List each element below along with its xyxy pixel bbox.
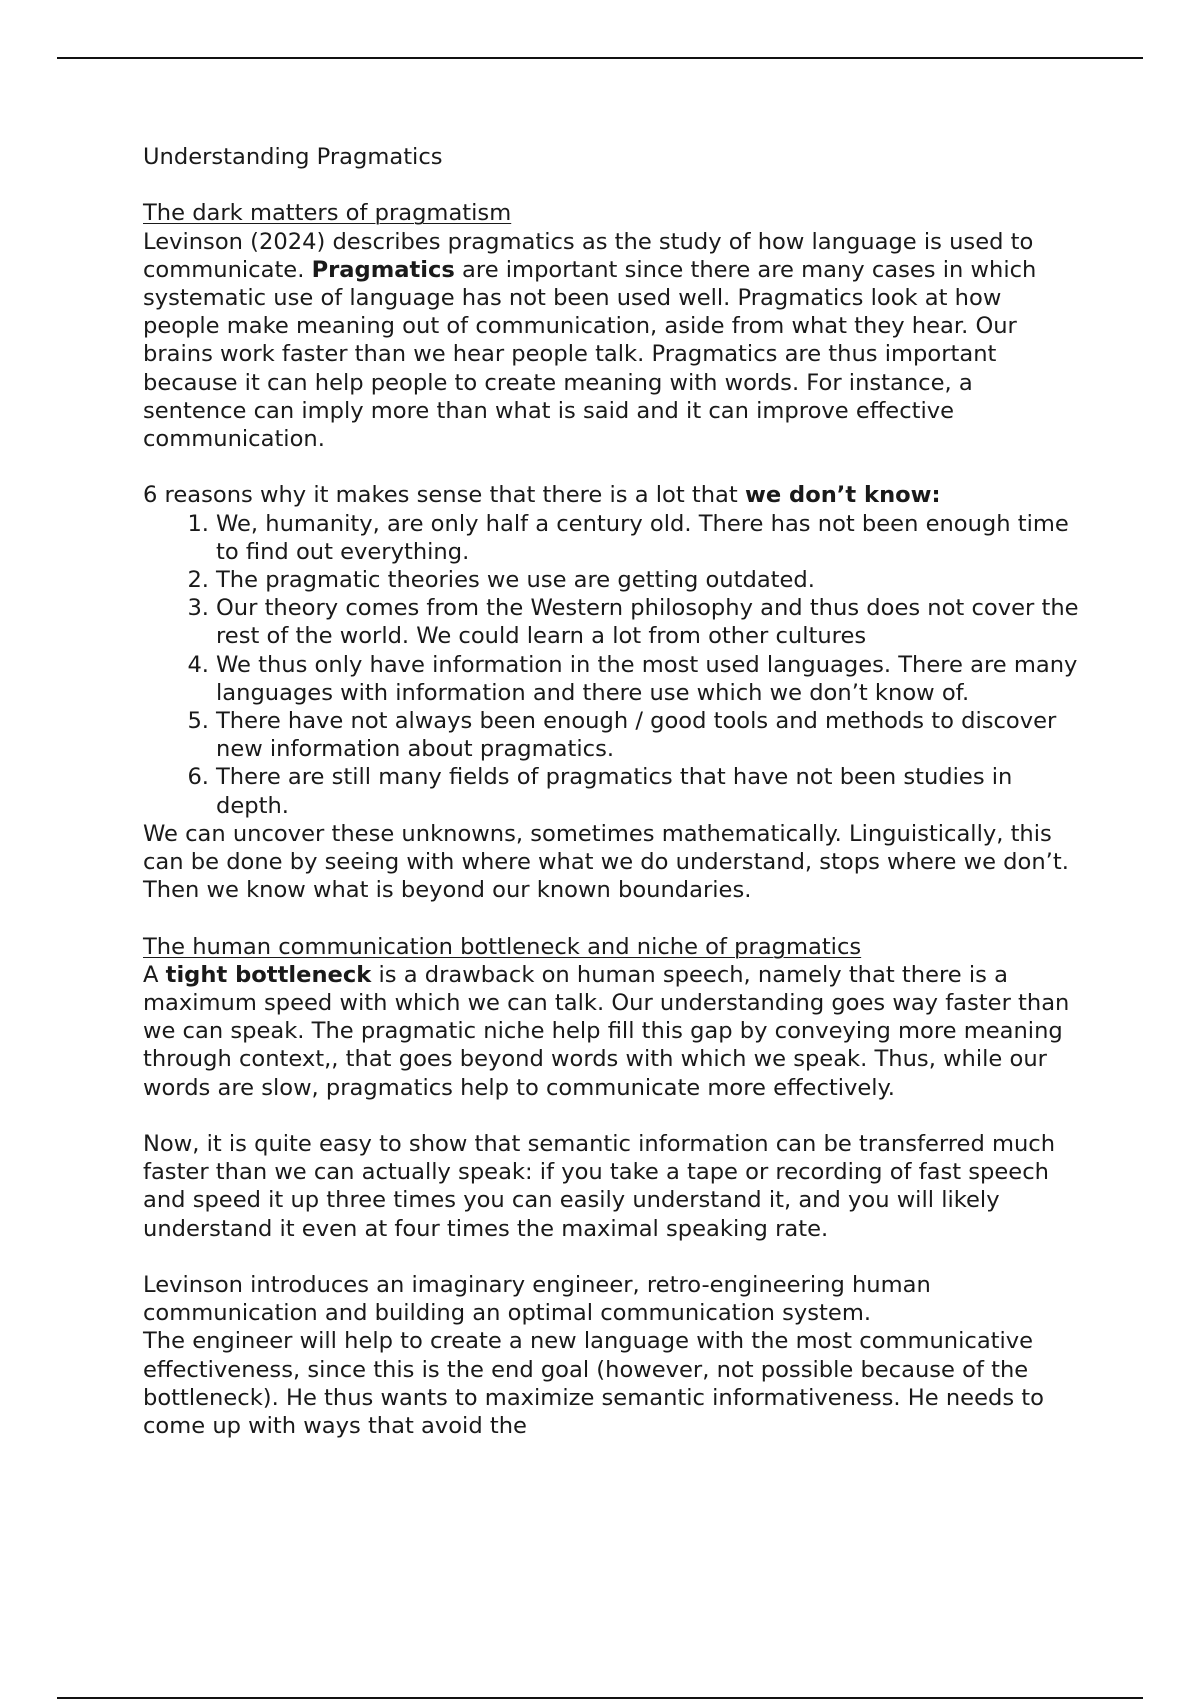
list-item-text: There are still many fields of pragmatics that have not been studies in depth.	[216, 764, 1013, 819]
list-item-text: We, humanity, are only half a century old. There has not been enough time to find out everything.	[216, 510, 1069, 565]
text-run: are important since there are many cases in which systematic use of language has not been used well. Pragmatics look at how people make meaning out of communication, aside from what they hear. Our brains work faster than we hear people talk. Pragmatics are thus important because it can help people to create meaning with words. For instance, a sentence can imply more than what is said and it can improve effective communication.	[143, 256, 1037, 453]
section-heading-text: The human communication bottleneck and niche of pragmatics	[143, 933, 862, 960]
list-item	[187, 594, 1083, 650]
list-item	[187, 763, 1083, 819]
paragraph-uncover-unknowns: We can uncover these unknowns, sometimes mathematically. Linguistically, this can be done by seeing with where what we do understand, stops where we don’t. Then we know what is beyond our known boundaries.	[143, 820, 1069, 904]
section-heading-bottleneck	[143, 933, 1083, 961]
list-item	[187, 510, 1083, 566]
text-run: 6 reasons why it makes sense that there is a lot that	[143, 482, 745, 509]
list-item-text: We thus only have information in the most used languages. There are many languages with information and there use which we don’t know of.	[216, 651, 1078, 706]
paragraph-semantic-speed: Now, it is quite easy to show that semantic information can be transferred much faster than we can actually speak: if you take a tape or recording of fast speech and speed it up three times you can easily understand it, and you will likely understand it even at four times the maximal speaking rate.	[143, 1131, 1056, 1242]
spacer	[143, 171, 1083, 199]
list-item	[187, 707, 1083, 763]
paragraph-engineer-language: The engineer will help to create a new language with the most communicative effectiveness, since this is the end goal (however, not possible because of the bottleneck). He thus wants to maximize semantic informativeness. He needs to come up with ways that avoid the	[143, 1328, 1044, 1440]
list-item-number: 5.	[187, 708, 209, 735]
list-item-number: 4.	[187, 651, 209, 678]
list-item	[187, 651, 1083, 707]
text-run: is a drawback on human speech, namely that there is a maximum speed with which we can talk. Our understanding goes way faster than we can speak. The pragmatic niche help fill this gap by conveying more meaning through context,, that goes beyond words with which we speak. Thus, while our words are slow, pragmatics help to communicate more effectively.	[143, 961, 1070, 1101]
reasons-list	[143, 510, 1083, 820]
list-item-text: Our theory comes from the Western philosophy and thus does not cover the rest of the world. We could learn a lot from other cultures	[216, 595, 1079, 650]
paragraph-tight-bottleneck	[143, 961, 1083, 1102]
paragraph-imaginary-engineer: Levinson introduces an imaginary engineer, retro-engineering human communication and building an optimal communication system.	[143, 1272, 931, 1327]
spacer	[143, 1102, 1083, 1130]
document-body	[143, 143, 1083, 1440]
spacer	[143, 904, 1083, 932]
list-item-number: 1.	[187, 510, 209, 537]
list-item	[187, 566, 1083, 594]
list-item-number: 6.	[187, 764, 209, 791]
bold-term-pragmatics: Pragmatics	[311, 256, 455, 283]
spacer	[143, 453, 1083, 481]
text-run: Levinson (2024) describes pragmatics as the study of how language is used to communicate.	[143, 228, 1034, 283]
list-item-number: 2.	[187, 567, 209, 594]
section-heading-dark-matters	[143, 199, 1083, 227]
section-heading-text: The dark matters of pragmatism	[143, 200, 512, 227]
text-run: A	[143, 961, 166, 988]
bold-term-tight-bottleneck: tight bottleneck	[165, 961, 372, 988]
list-item-text: There have not always been enough / good tools and methods to discover new information about pragmatics.	[216, 708, 1057, 763]
header-rule	[57, 57, 1143, 59]
reasons-intro	[143, 481, 1083, 509]
footer-rule	[57, 1697, 1143, 1699]
list-item-text: The pragmatic theories we use are getting outdated.	[216, 567, 815, 594]
list-item-number: 3.	[187, 595, 209, 622]
paragraph-pragmatics-definition	[143, 228, 1083, 454]
spacer	[143, 1243, 1083, 1271]
bold-phrase-we-dont-know: we don’t know:	[744, 482, 941, 509]
document-title: Understanding Pragmatics	[143, 144, 443, 170]
